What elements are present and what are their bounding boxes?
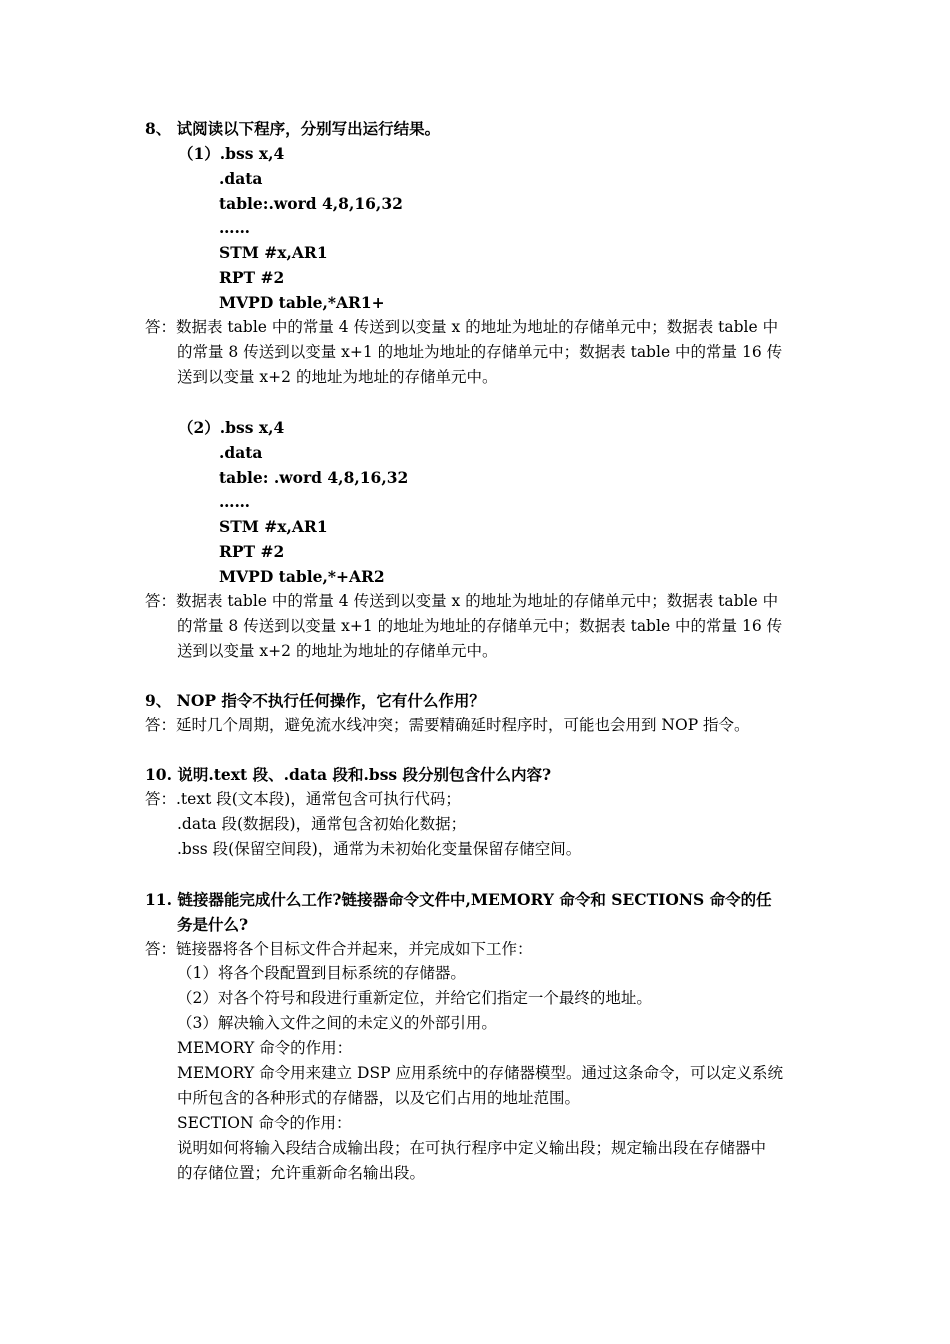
q8-part1-code-line: .data — [219, 169, 263, 188]
q8-part2-code-line: RPT #2 — [219, 542, 285, 561]
q11-title-line: 11. 链接器能完成什么工作?链接器命令文件中,MEMORY 命令和 SECTIONS 命令的任 — [145, 890, 772, 909]
q11-answer-line: （1）将各个段配置到目标系统的存储器。 — [177, 964, 466, 982]
q10-answer-line: .bss 段(保留空间段)，通常为未初始化变量保留存储空间。 — [177, 840, 582, 858]
q9-answer: 答：延时几个周期，避免流水线冲突；需要精确延时程序时，可能也会用到 NOP 指令。 — [145, 716, 750, 734]
q8-part2-answer-line: 的常量 8 传送到以变量 x+1 的地址为地址的存储单元中；数据表 table 中的常量 16 传 — [177, 617, 783, 635]
q11-answer-line: 答：链接器将各个目标文件合并起来，并完成如下工作： — [145, 940, 533, 958]
q11-answer-line: SECTION 命令的作用： — [177, 1114, 352, 1132]
q10-answer-line: .data 段(数据段)，通常包含初始化数据； — [177, 815, 467, 833]
q8-part1-code-line: RPT #2 — [219, 268, 285, 287]
q8-part2-code-line: MVPD table,*+AR2 — [219, 567, 385, 586]
q11-answer-line: MEMORY 命令的作用： — [177, 1039, 353, 1057]
q8-part1-code-line: …… — [219, 218, 250, 237]
q8-part2-code-line: STM #x,AR1 — [219, 517, 328, 536]
q11-answer-line: （3）解决输入文件之间的未定义的外部引用。 — [177, 1014, 497, 1032]
q11-answer-line: 中所包含的各种形式的存储器，以及它们占用的地址范围。 — [177, 1089, 581, 1107]
q11-answer-line: MEMORY 命令用来建立 DSP 应用系统中的存储器模型。通过这条命令，可以定义系统 — [177, 1064, 783, 1082]
q8-part2-code-line: table: .word 4,8,16,32 — [219, 468, 409, 487]
q8-part1-code-line: MVPD table,*AR1+ — [219, 293, 385, 312]
q8-part1-code-line: table:.word 4,8,16,32 — [219, 194, 403, 213]
q8-part2-answer-line: 答：数据表 table 中的常量 4 传送到以变量 x 的地址为地址的存储单元中；数据表 table 中 — [145, 592, 779, 610]
q8-part2-answer-line: 送到以变量 x+2 的地址为地址的存储单元中。 — [177, 642, 498, 660]
q11-answer-line: 说明如何将输入段结合成输出段；在可执行程序中定义输出段；规定输出段在存储器中 — [177, 1139, 767, 1157]
q8-part2-code-line: .data — [219, 443, 263, 462]
q9-title: 9、 NOP 指令不执行任何操作，它有什么作用？ — [145, 691, 485, 710]
q8-part1-answer-line: 的常量 8 传送到以变量 x+1 的地址为地址的存储单元中；数据表 table 中的常量 16 传 — [177, 343, 783, 361]
q10-title: 10. 说明.text 段、.data 段和.bss 段分别包含什么内容? — [145, 765, 552, 784]
q8-part1-label: （1）.bss x,4 — [178, 144, 285, 163]
q11-answer-line: 的存储位置；允许重新命名输出段。 — [177, 1164, 426, 1182]
q10-answer-line: 答：.text 段(文本段)，通常包含可执行代码； — [145, 790, 461, 808]
q8-part1-answer-line: 送到以变量 x+2 的地址为地址的存储单元中。 — [177, 368, 498, 386]
q11-answer-line: （2）对各个符号和段进行重新定位，并给它们指定一个最终的地址。 — [177, 989, 652, 1007]
q8-part2-label: （2）.bss x,4 — [178, 418, 285, 437]
q8-title: 8、 试阅读以下程序，分别写出运行结果。 — [145, 119, 441, 138]
q11-title-line: 务是什么? — [177, 915, 249, 934]
q8-part1-answer-line: 答：数据表 table 中的常量 4 传送到以变量 x 的地址为地址的存储单元中；数据表 table 中 — [145, 318, 779, 336]
q8-part2-code-line: …… — [219, 492, 250, 511]
q8-part1-code-line: STM #x,AR1 — [219, 243, 328, 262]
